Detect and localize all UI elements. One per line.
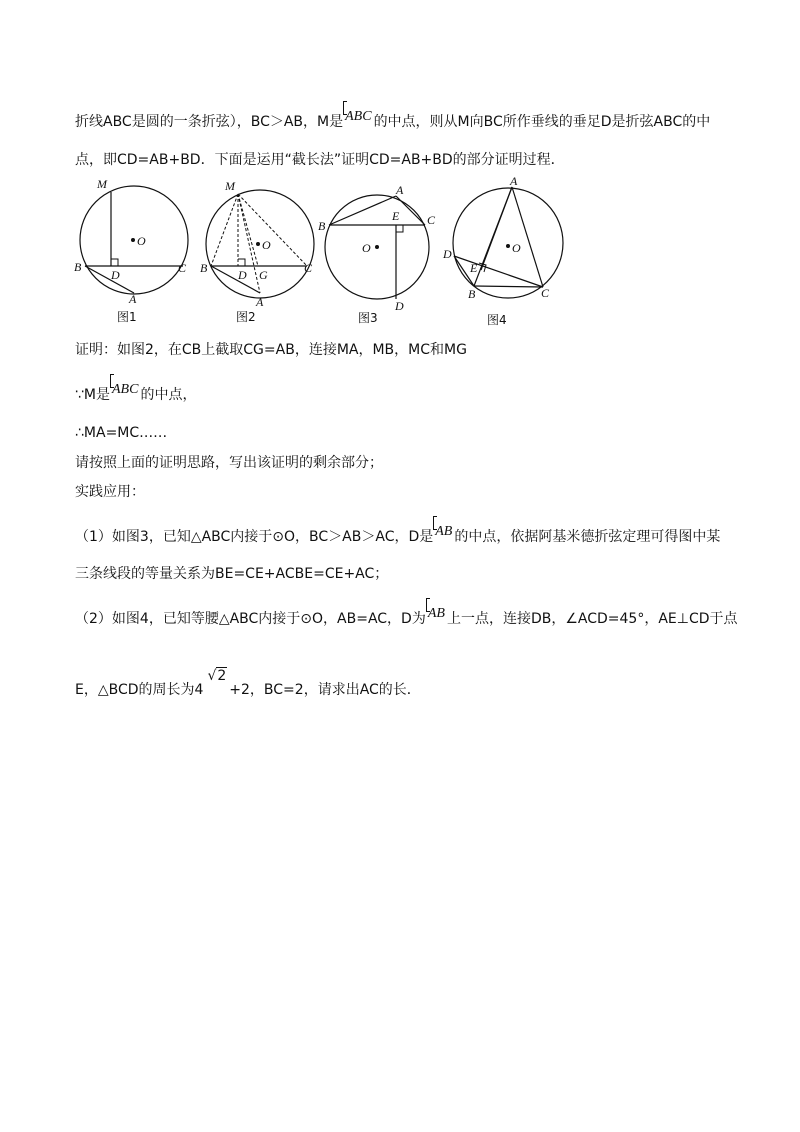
- label-D: D: [395, 299, 404, 313]
- label-O: O: [137, 234, 146, 248]
- text-segment: （2）如图4，已知等腰△ABC内接于⊙O，AB=AC，D为: [75, 611, 426, 627]
- label-A: A: [510, 174, 518, 188]
- label-D: D: [111, 268, 120, 282]
- label-C: C: [178, 261, 187, 275]
- paragraph-line-9: 三条线段的等量关系为BE=CE+ACBE=CE+AC；: [75, 566, 389, 582]
- text-segment: +2，BC=2，请求出AC的长．: [229, 682, 421, 698]
- label-G: G: [259, 268, 268, 282]
- text-segment: （1）如图3，已知△ABC内接于⊙O，BC＞AB＞AC，D是: [75, 529, 434, 545]
- text-segment: E，△BCD的周长为4: [75, 682, 204, 698]
- label-A: A: [256, 295, 264, 309]
- label-M: M: [225, 179, 235, 193]
- arc-notation: AB: [428, 604, 445, 624]
- text-segment: 的中点，依据阿基米德折弦定理可得图中某: [454, 529, 721, 545]
- paragraph-line-8: [75, 522, 720, 547]
- paragraph-line-10: [75, 604, 738, 629]
- paragraph-line-2: 点，即CD=AB+BD．下面是运用“截长法”证明CD=AB+BD的部分证明过程．: [75, 152, 565, 168]
- caption-2: 图2: [236, 310, 256, 324]
- paragraph-line-11: [75, 666, 421, 700]
- label-O: O: [262, 238, 271, 252]
- paragraph-line-6: 请按照上面的证明思路，写出该证明的剩余部分；: [75, 455, 383, 471]
- caption-1: 图1: [117, 310, 137, 324]
- paragraph-line-5: ∴MA=MC……: [75, 425, 168, 441]
- label-E: E: [392, 209, 400, 223]
- figure-1: [74, 177, 188, 324]
- label-M: M: [97, 177, 107, 191]
- label-C: C: [304, 261, 313, 275]
- caption-3: 图3: [358, 311, 378, 325]
- paragraph-line-3: 证明：如图2，在CB上截取CG=AB，连接MA，MB，MC和MG: [75, 342, 467, 358]
- figure-4: [442, 174, 563, 327]
- arc-notation: ABC: [345, 107, 371, 127]
- label-B: B: [200, 261, 208, 275]
- label-B: B: [318, 219, 326, 233]
- label-A: A: [129, 292, 137, 306]
- label-O: O: [362, 241, 371, 255]
- paragraph-line-1: [75, 107, 710, 132]
- label-O: O: [512, 241, 521, 255]
- label-B: B: [468, 287, 476, 301]
- paragraph-line-4: [75, 380, 196, 405]
- figures-group: [0, 172, 800, 332]
- label-C: C: [541, 286, 550, 300]
- arc-notation: ABC: [112, 380, 138, 400]
- text-segment: 上一点，连接DB，∠ACD=45°，AE⊥CD于点: [446, 611, 738, 627]
- sqrt-notation: √2: [207, 668, 227, 684]
- text-segment: ∵M是: [75, 387, 110, 403]
- label-C: C: [427, 213, 436, 227]
- paragraph-line-7: 实践应用：: [75, 484, 145, 500]
- figure-3: [318, 183, 436, 325]
- arc-notation: AB: [435, 522, 452, 542]
- label-E: E: [470, 261, 478, 275]
- label-D: D: [443, 247, 452, 261]
- text-segment: 的中点，: [140, 387, 197, 403]
- caption-4: 图4: [487, 313, 507, 327]
- text-segment: 的中点，则从M向BC所作垂线的垂足D是折弦ABC的中: [373, 114, 711, 130]
- label-A: A: [396, 183, 404, 197]
- text-segment: 折线ABC是圆的一条折弦），BC＞AB，M是: [75, 114, 344, 130]
- figure-2: [200, 179, 314, 324]
- label-D: D: [238, 268, 247, 282]
- label-B: B: [74, 260, 82, 274]
